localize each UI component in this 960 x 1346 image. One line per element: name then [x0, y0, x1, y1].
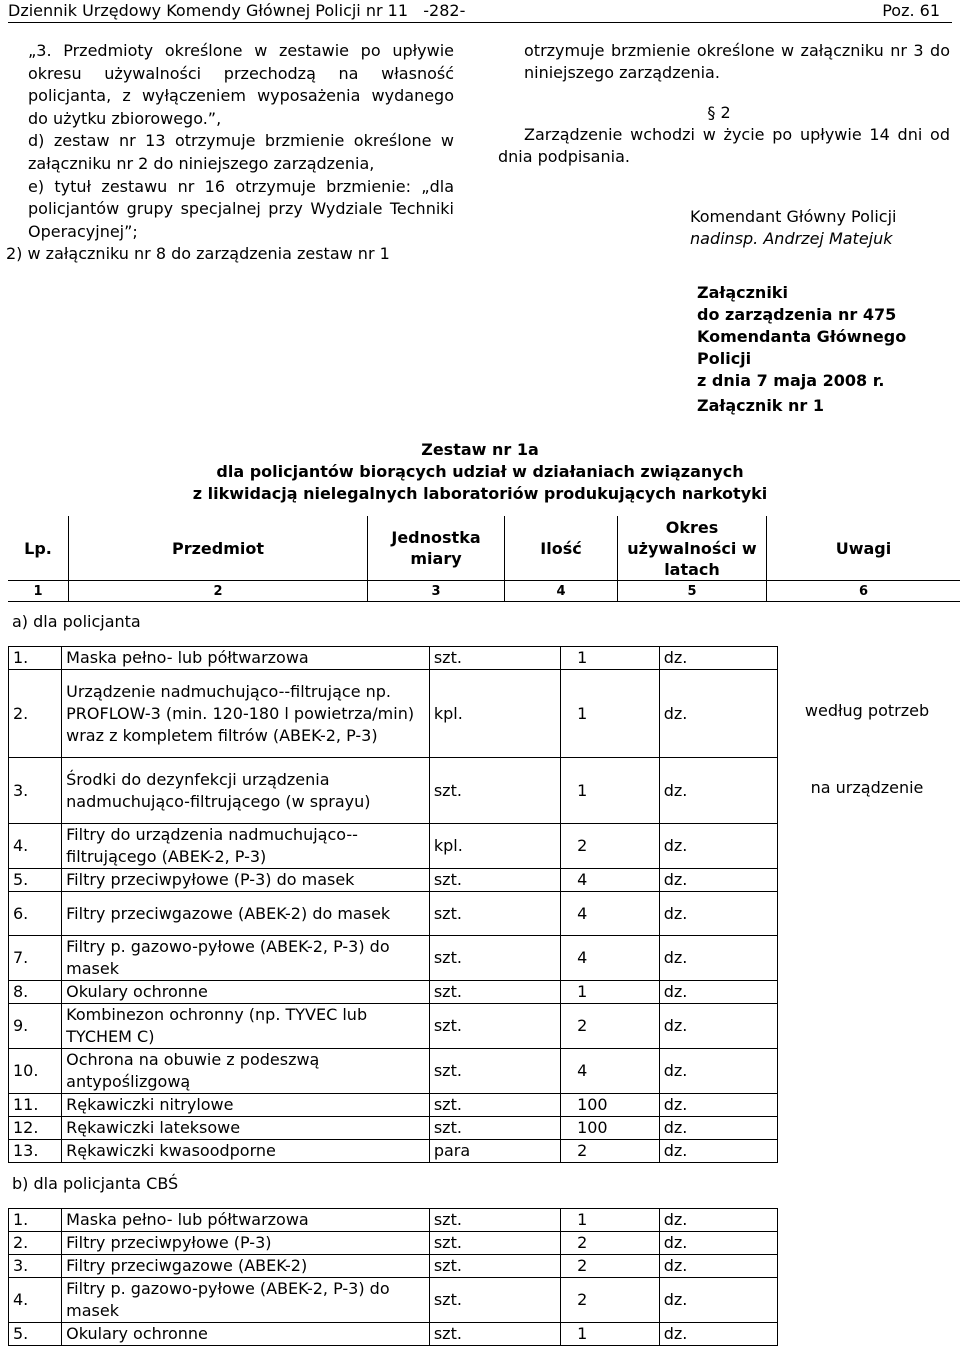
cell-unit: szt.: [429, 1255, 560, 1278]
set-title-line: z likwidacją nielegalnych laboratoriów produkujących narkotyki: [192, 484, 768, 503]
cell-item: Ochrona na obuwie z podeszwą antypoślizgową: [62, 1049, 430, 1094]
cell-unit: szt.: [429, 1094, 560, 1117]
cell-item: Filtry przeciwpyłowe (P-3) do masek: [62, 869, 430, 892]
cell-period: dz.: [659, 936, 777, 981]
table-row: [9, 824, 778, 869]
header-unit: Jednostka miary: [368, 516, 505, 581]
column-number: 1: [8, 581, 69, 602]
item-table: [8, 646, 778, 1163]
cell-lp: 12.: [9, 1117, 62, 1140]
cell-lp: 9.: [9, 1004, 62, 1049]
cell-item: Filtry p. gazowo-pyłowe (ABEK-2, P-3) do masek: [62, 1278, 430, 1323]
cell-note: według potrzeb: [804, 701, 930, 720]
cell-unit: szt.: [429, 1004, 560, 1049]
table-row: [9, 670, 778, 758]
table-row: [9, 1278, 778, 1323]
table-row: [9, 1209, 778, 1232]
annex-line: do zarządzenia nr 475: [697, 305, 897, 324]
annex-line: Komendanta Głównego Policji: [697, 327, 907, 368]
cell-qty: 1: [561, 670, 660, 758]
cell-unit: szt.: [429, 1049, 560, 1094]
cell-unit: kpl.: [429, 824, 560, 869]
column-number: 5: [618, 581, 767, 602]
cell-qty: 1: [561, 1209, 660, 1232]
cell-qty: 2: [561, 824, 660, 869]
column-number: 4: [505, 581, 618, 602]
cell-qty: 1: [561, 981, 660, 1004]
item-table: [8, 1208, 778, 1346]
cell-item: Środki do dezynfekcji urządzenia nadmuchująco-filtrującego (w sprayu): [62, 758, 430, 824]
cell-item: Filtry przeciwgazowe (ABEK-2): [62, 1255, 430, 1278]
table-header: [8, 516, 960, 602]
cell-lp: 2.: [9, 1232, 62, 1255]
cell-qty: 4: [561, 869, 660, 892]
cell-item: Rękawiczki nitrylowe: [62, 1094, 430, 1117]
annex-line: z dnia 7 maja 2008 r.: [697, 371, 885, 390]
cell-unit: szt.: [429, 1232, 560, 1255]
set-title: [0, 439, 960, 505]
left-column: [6, 40, 454, 266]
table-row: [9, 1232, 778, 1255]
cell-unit: para: [429, 1140, 560, 1163]
cell-qty: 2: [561, 1255, 660, 1278]
cell-lp: 3.: [9, 1255, 62, 1278]
cell-period: dz.: [659, 670, 777, 758]
cell-lp: 1.: [9, 1209, 62, 1232]
cell-period: dz.: [659, 981, 777, 1004]
table-row: [9, 869, 778, 892]
cell-item: Okulary ochronne: [62, 981, 430, 1004]
table-row: [9, 758, 778, 824]
signer-name: nadinsp. Andrzej Matejuk: [690, 229, 893, 248]
cell-unit: szt.: [429, 869, 560, 892]
cell-qty: 1: [561, 1323, 660, 1346]
cell-item: Maska pełno- lub półtwarzowa: [62, 1209, 430, 1232]
cell-item: Filtry przeciwpyłowe (P-3): [62, 1232, 430, 1255]
position-number: Poz. 61: [882, 1, 940, 20]
cell-period: dz.: [659, 869, 777, 892]
cell-period: dz.: [659, 1278, 777, 1323]
cell-qty: 2: [561, 1140, 660, 1163]
cell-qty: 2: [561, 1278, 660, 1323]
cell-period: dz.: [659, 824, 777, 869]
column-number: 3: [368, 581, 505, 602]
table-row: [9, 1323, 778, 1346]
cell-qty: 4: [561, 892, 660, 936]
cell-unit: szt.: [429, 1278, 560, 1323]
header-qty: Ilość: [505, 516, 618, 581]
paragraph-2: 2) w załączniku nr 8 do zarządzenia zestaw nr 1: [6, 244, 390, 264]
header-item: Przedmiot: [69, 516, 368, 581]
header-notes: Uwagi: [767, 516, 960, 581]
cell-period: dz.: [659, 1004, 777, 1049]
annex-number: Załącznik nr 1: [697, 396, 824, 415]
cell-lp: 4.: [9, 1278, 62, 1323]
header-lp: Lp.: [8, 516, 69, 581]
column-number: 6: [767, 581, 960, 602]
cell-unit: szt.: [429, 758, 560, 824]
cell-item: Urządzenie nadmuchująco--filtrujące np. PROFLOW-3 (min. 120-180 l powietrza/min) wraz z kompletem filtrów (ABEK-2, P-3): [62, 670, 430, 758]
cell-qty: 2: [561, 1004, 660, 1049]
cell-unit: szt.: [429, 1323, 560, 1346]
table-row: [9, 647, 778, 670]
table-row: [9, 936, 778, 981]
cell-qty: 1: [561, 647, 660, 670]
table-row: [9, 892, 778, 936]
cell-item: Filtry przeciwgazowe (ABEK-2) do masek: [62, 892, 430, 936]
cell-lp: 8.: [9, 981, 62, 1004]
cell-period: dz.: [659, 1140, 777, 1163]
table-row: [9, 1004, 778, 1049]
cell-item: Maska pełno- lub półtwarzowa: [62, 647, 430, 670]
set-title-line: Zestaw nr 1a: [421, 440, 539, 459]
cell-qty: 4: [561, 1049, 660, 1094]
paragraph-3: „3. Przedmioty określone w zestawie po upływie okresu używalności przechodzą na własność policjanta, z wyłączeniem wyposażenia wydanego do użytku zbiorowego.”,: [28, 41, 454, 128]
paragraph-e: e) tytuł zestawu nr 16 otrzymuje brzmienie: „dla policjantów grupy specjalnej przy Wydziale Techniki Operacyjnej”;: [28, 176, 454, 241]
signer-title: Komendant Główny Policji: [690, 207, 897, 226]
cell-lp: 7.: [9, 936, 62, 981]
cell-lp: 5.: [9, 869, 62, 892]
cell-item: Filtry p. gazowo-pyłowe (ABEK-2, P-3) do masek: [62, 936, 430, 981]
cell-lp: 13.: [9, 1140, 62, 1163]
table-row: [9, 1094, 778, 1117]
cell-period: dz.: [659, 1209, 777, 1232]
annex-header: [697, 282, 957, 392]
cell-lp: 10.: [9, 1049, 62, 1094]
cell-period: dz.: [659, 1094, 777, 1117]
cell-note: na urządzenie: [810, 778, 924, 797]
cell-unit: kpl.: [429, 670, 560, 758]
cell-lp: 3.: [9, 758, 62, 824]
cell-lp: 4.: [9, 824, 62, 869]
journal-title: Dziennik Urzędowy Komendy Głównej Policji nr 11 -282-: [8, 1, 466, 20]
cell-period: dz.: [659, 1049, 777, 1094]
set-title-line: dla policjantów biorących udział w działaniach związanych: [216, 462, 744, 481]
annex-line: Załączniki: [697, 283, 788, 302]
cell-period: dz.: [659, 892, 777, 936]
cell-qty: 2: [561, 1232, 660, 1255]
cell-unit: szt.: [429, 892, 560, 936]
cell-lp: 2.: [9, 670, 62, 758]
table-row: [9, 981, 778, 1004]
cell-period: dz.: [659, 1117, 777, 1140]
cell-unit: szt.: [429, 1117, 560, 1140]
cell-qty: 1: [561, 758, 660, 824]
page-header: [8, 0, 952, 23]
cell-period: dz.: [659, 1255, 777, 1278]
cell-unit: szt.: [429, 647, 560, 670]
cell-lp: 5.: [9, 1323, 62, 1346]
paragraph-d: d) zestaw nr 13 otrzymuje brzmienie określone w załączniku nr 2 do niniejszego zarządzenia,: [28, 131, 454, 173]
cell-item: Okulary ochronne: [62, 1323, 430, 1346]
cell-lp: 11.: [9, 1094, 62, 1117]
cell-unit: szt.: [429, 936, 560, 981]
table-row: [9, 1140, 778, 1163]
cell-period: dz.: [659, 647, 777, 670]
table-row: [9, 1049, 778, 1094]
cell-lp: 6.: [9, 892, 62, 936]
cell-period: dz.: [659, 1232, 777, 1255]
section-heading: § 2: [707, 103, 731, 122]
table-row: [9, 1255, 778, 1278]
paragraph-continuation: otrzymuje brzmienie określone w załączniku nr 3 do niniejszego zarządzenia.: [524, 41, 950, 82]
column-number: 2: [69, 581, 368, 602]
table-row: [9, 1117, 778, 1140]
cell-qty: 100: [561, 1117, 660, 1140]
cell-period: dz.: [659, 1323, 777, 1346]
cell-item: Filtry do urządzenia nadmuchująco--filtrującego (ABEK-2, P-3): [62, 824, 430, 869]
cell-qty: 100: [561, 1094, 660, 1117]
cell-qty: 4: [561, 936, 660, 981]
section-a-label: a) dla policjanta: [12, 612, 141, 631]
cell-item: Rękawiczki lateksowe: [62, 1117, 430, 1140]
cell-lp: 1.: [9, 647, 62, 670]
cell-unit: szt.: [429, 1209, 560, 1232]
cell-item: Rękawiczki kwasoodporne: [62, 1140, 430, 1163]
cell-item: Kombinezon ochronny (np. TYVEC lub TYCHEM C): [62, 1004, 430, 1049]
header-period: Okres używalności w latach: [618, 516, 767, 581]
cell-unit: szt.: [429, 981, 560, 1004]
section-b-label: b) dla policjanta CBŚ: [12, 1174, 179, 1193]
cell-period: dz.: [659, 758, 777, 824]
paragraph-entry-into-force: Zarządzenie wchodzi w życie po upływie 14 dni od dnia podpisania.: [498, 125, 950, 166]
right-column: [498, 40, 950, 250]
